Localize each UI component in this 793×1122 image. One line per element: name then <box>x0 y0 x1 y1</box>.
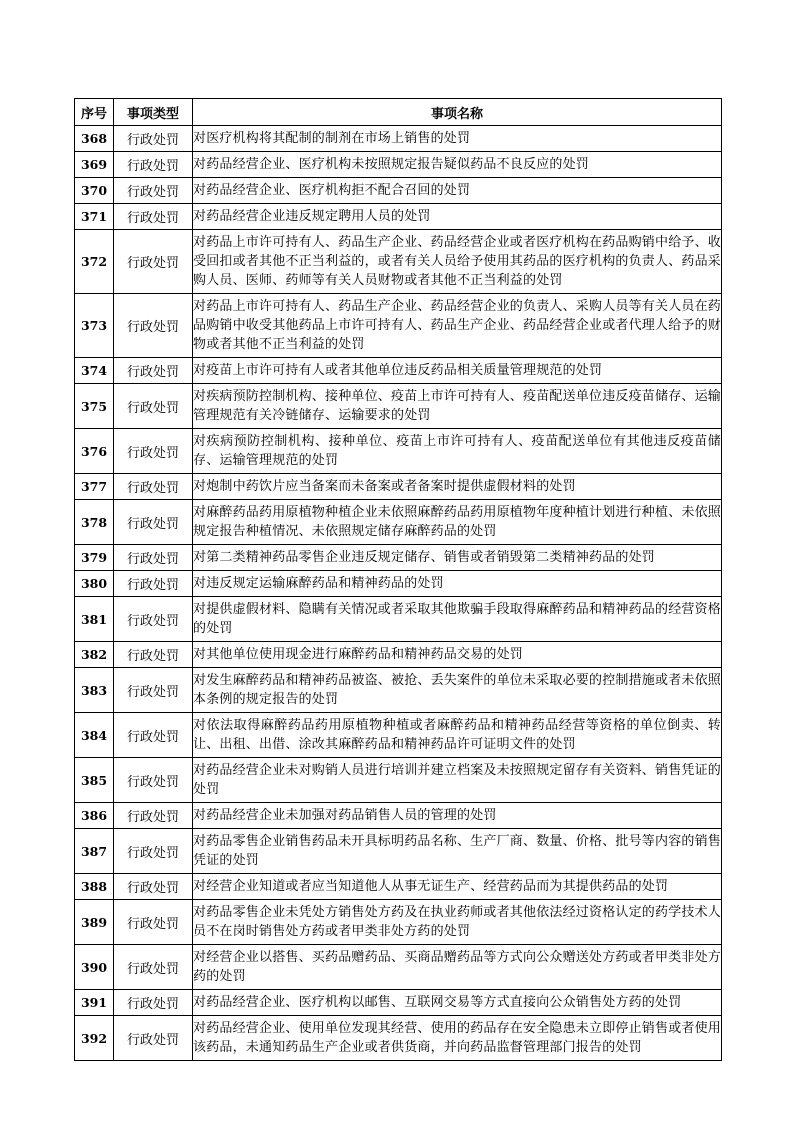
table-row <box>75 668 722 713</box>
row-name: 对药品经营企业、医疗机构未按照规定报告疑似药品不良反应的处罚 <box>193 152 722 178</box>
row-number: 375 <box>75 384 114 429</box>
row-name: 对依法取得麻醉药品药用原植物种植或者麻醉药品和精神药品经营等资格的单位倒卖、转让、出租、出借、涂改其麻醉药品和精神药品许可证明文件的处罚 <box>193 713 722 758</box>
row-number: 377 <box>75 474 114 500</box>
row-number: 383 <box>75 668 114 713</box>
row-type: 行政处罚 <box>114 945 193 990</box>
row-type: 行政处罚 <box>114 230 193 294</box>
row-number: 385 <box>75 758 114 803</box>
row-name: 对第二类精神药品零售企业违反规定储存、销售或者销毁第二类精神药品的处罚 <box>193 545 722 571</box>
row-type: 行政处罚 <box>114 874 193 900</box>
table-header-row <box>75 99 722 126</box>
row-number: 374 <box>75 358 114 384</box>
row-name: 对其他单位使用现金进行麻醉药品和精神药品交易的处罚 <box>193 642 722 668</box>
row-type: 行政处罚 <box>114 713 193 758</box>
row-type: 行政处罚 <box>114 204 193 230</box>
row-type: 行政处罚 <box>114 474 193 500</box>
row-number: 380 <box>75 571 114 597</box>
table-row <box>75 230 722 294</box>
table-row <box>75 384 722 429</box>
row-type: 行政处罚 <box>114 126 193 152</box>
table-row <box>75 758 722 803</box>
row-type: 行政处罚 <box>114 829 193 874</box>
table-row <box>75 474 722 500</box>
row-type: 行政处罚 <box>114 384 193 429</box>
row-name: 对违反规定运输麻醉药品和精神药品的处罚 <box>193 571 722 597</box>
row-type: 行政处罚 <box>114 900 193 945</box>
table-row <box>75 429 722 474</box>
row-number: 369 <box>75 152 114 178</box>
row-number: 388 <box>75 874 114 900</box>
table-row <box>75 126 722 152</box>
row-type: 行政处罚 <box>114 294 193 358</box>
row-number: 384 <box>75 713 114 758</box>
row-number: 389 <box>75 900 114 945</box>
table-row <box>75 642 722 668</box>
table-row <box>75 874 722 900</box>
row-type: 行政处罚 <box>114 803 193 829</box>
row-type: 行政处罚 <box>114 178 193 204</box>
row-name: 对疫苗上市许可持有人或者其他单位违反药品相关质量管理规范的处罚 <box>193 358 722 384</box>
row-number: 387 <box>75 829 114 874</box>
table-row <box>75 500 722 545</box>
table-row <box>75 178 722 204</box>
table-row <box>75 900 722 945</box>
table-row <box>75 204 722 230</box>
row-number: 368 <box>75 126 114 152</box>
table-row <box>75 294 722 358</box>
row-number: 371 <box>75 204 114 230</box>
row-number: 392 <box>75 1016 114 1061</box>
header-name: 事项名称 <box>193 99 722 126</box>
row-number: 373 <box>75 294 114 358</box>
row-number: 391 <box>75 990 114 1016</box>
header-no: 序号 <box>75 99 114 126</box>
row-number: 370 <box>75 178 114 204</box>
row-number: 386 <box>75 803 114 829</box>
row-type: 行政处罚 <box>114 758 193 803</box>
table-row <box>75 803 722 829</box>
table-row <box>75 152 722 178</box>
row-type: 行政处罚 <box>114 358 193 384</box>
row-name: 对经营企业以搭售、买药品赠药品、买商品赠药品等方式向公众赠送处方药或者甲类非处方药的处罚 <box>193 945 722 990</box>
row-name: 对药品零售企业销售药品未开具标明药品名称、生产厂商、数量、价格、批号等内容的销售凭证的处罚 <box>193 829 722 874</box>
row-number: 372 <box>75 230 114 294</box>
row-name: 对药品经营企业、使用单位发现其经营、使用的药品存在安全隐患未立即停止销售或者使用该药品，未通知药品生产企业或者供货商，并向药品监督管理部门报告的处罚 <box>193 1016 722 1061</box>
table-row <box>75 358 722 384</box>
row-name: 对医疗机构将其配制的制剂在市场上销售的处罚 <box>193 126 722 152</box>
table-row <box>75 1016 722 1061</box>
row-type: 行政处罚 <box>114 152 193 178</box>
row-name: 对药品经营企业违反规定聘用人员的处罚 <box>193 204 722 230</box>
row-type: 行政处罚 <box>114 571 193 597</box>
row-number: 378 <box>75 500 114 545</box>
row-name: 对药品经营企业、医疗机构拒不配合召回的处罚 <box>193 178 722 204</box>
items-table <box>74 98 722 1061</box>
row-name: 对药品零售企业未凭处方销售处方药及在执业药师或者其他依法经过资格认定的药学技术人员不在岗时销售处方药或者甲类非处方药的处罚 <box>193 900 722 945</box>
table-row <box>75 571 722 597</box>
row-name: 对提供虚假材料、隐瞒有关情况或者采取其他欺骗手段取得麻醉药品和精神药品的经营资格的处罚 <box>193 597 722 642</box>
row-type: 行政处罚 <box>114 597 193 642</box>
row-name: 对药品上市许可持有人、药品生产企业、药品经营企业或者医疗机构在药品购销中给予、收受回扣或者其他不正当利益的，或者有关人员给予使用其药品的医疗机构的负责人、药品采购人员、医师、药师等有关人员财物或者其他不正当利益的处罚 <box>193 230 722 294</box>
table-row <box>75 829 722 874</box>
row-name: 对药品上市许可持有人、药品生产企业、药品经营企业的负责人、采购人员等有关人员在药品购销中收受其他药品上市许可持有人、药品生产企业、药品经营企业或者代理人给予的财物或者其他不正当利益的处罚 <box>193 294 722 358</box>
table-row <box>75 945 722 990</box>
row-name: 对炮制中药饮片应当备案而未备案或者备案时提供虚假材料的处罚 <box>193 474 722 500</box>
row-type: 行政处罚 <box>114 500 193 545</box>
row-type: 行政处罚 <box>114 429 193 474</box>
row-name: 对药品经营企业未对购销人员进行培训并建立档案及未按照规定留存有关资料、销售凭证的处罚 <box>193 758 722 803</box>
row-type: 行政处罚 <box>114 642 193 668</box>
row-name: 对发生麻醉药品和精神药品被盗、被抢、丢失案件的单位未采取必要的控制措施或者未依照本条例的规定报告的处罚 <box>193 668 722 713</box>
table-row <box>75 545 722 571</box>
row-number: 381 <box>75 597 114 642</box>
row-name: 对疾病预防控制机构、接种单位、疫苗上市许可持有人、疫苗配送单位有其他违反疫苗储存、运输管理规范的处罚 <box>193 429 722 474</box>
row-number: 376 <box>75 429 114 474</box>
row-number: 379 <box>75 545 114 571</box>
table-row <box>75 990 722 1016</box>
header-type: 事项类型 <box>114 99 193 126</box>
row-number: 390 <box>75 945 114 990</box>
row-number: 382 <box>75 642 114 668</box>
table-row <box>75 597 722 642</box>
row-name: 对药品经营企业、医疗机构以邮售、互联网交易等方式直接向公众销售处方药的处罚 <box>193 990 722 1016</box>
row-type: 行政处罚 <box>114 545 193 571</box>
row-type: 行政处罚 <box>114 1016 193 1061</box>
row-name: 对疾病预防控制机构、接种单位、疫苗上市许可持有人、疫苗配送单位违反疫苗储存、运输管理规范有关冷链储存、运输要求的处罚 <box>193 384 722 429</box>
row-name: 对麻醉药品药用原植物种植企业未依照麻醉药品药用原植物年度种植计划进行种植、未依照规定报告种植情况、未依照规定储存麻醉药品的处罚 <box>193 500 722 545</box>
row-type: 行政处罚 <box>114 668 193 713</box>
row-type: 行政处罚 <box>114 990 193 1016</box>
row-name: 对经营企业知道或者应当知道他人从事无证生产、经营药品而为其提供药品的处罚 <box>193 874 722 900</box>
row-name: 对药品经营企业未加强对药品销售人员的管理的处罚 <box>193 803 722 829</box>
table-row <box>75 713 722 758</box>
